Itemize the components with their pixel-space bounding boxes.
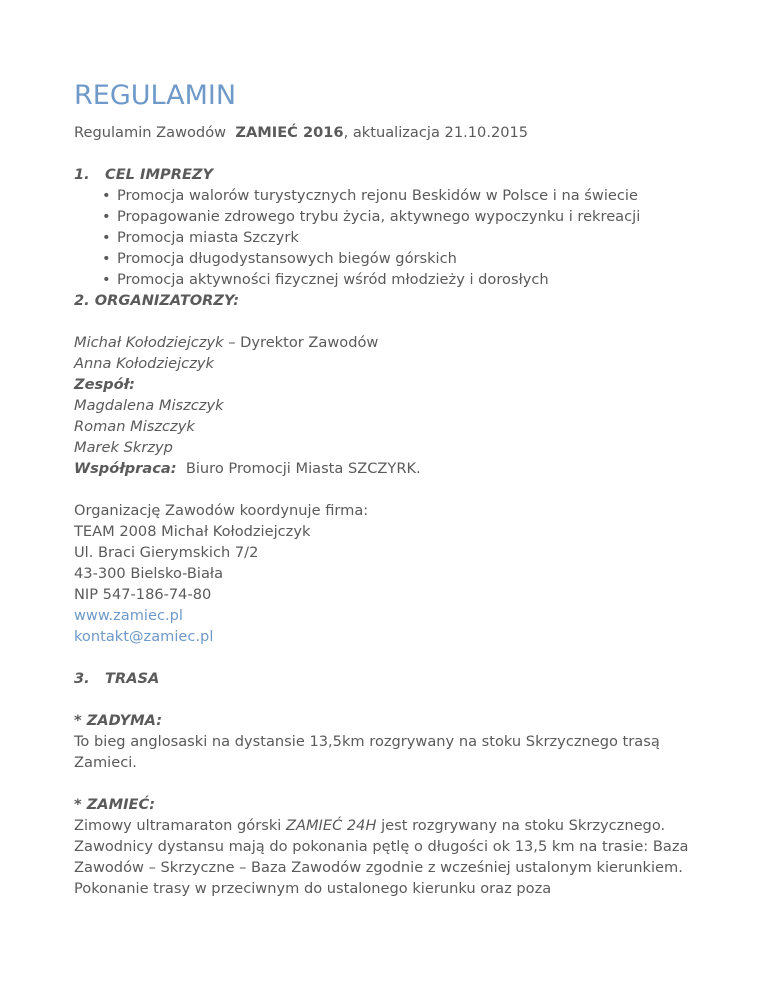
- director-name: Michał Kołodziejczyk: [74, 334, 224, 351]
- company-line: 43-300 Bielsko-Biała: [74, 565, 224, 582]
- section-1-heading: [74, 164, 708, 185]
- list-item: • Promocja długodystansowych biegów górskich: [102, 248, 708, 269]
- section-2-heading: 2. ORGANIZATORZY:: [74, 292, 240, 309]
- company-line: TEAM 2008 Michał Kołodziejczyk: [74, 523, 311, 540]
- page-title: REGULAMIN: [74, 80, 237, 111]
- section-1-number: 1.: [74, 166, 90, 183]
- intro-suffix: , aktualizacja 21.10.2015: [343, 124, 529, 141]
- list-item: • Propagowanie zdrowego trybu życia, aktywnego wypoczynku i rekreacji: [102, 206, 708, 227]
- email-link[interactable]: kontakt@zamiec.pl: [74, 628, 214, 645]
- zamiec-heading: * ZAMIEĆ:: [74, 796, 156, 813]
- section-3-title: TRASA: [105, 670, 160, 687]
- cooperation-label: Współpraca:: [74, 460, 177, 477]
- zamiec-text-suffix: jest rozgrywany na stoku Skrzycznego.: [376, 817, 666, 834]
- website-link[interactable]: www.zamiec.pl: [74, 607, 183, 624]
- organizer-name: Anna Kołodziejczyk: [74, 355, 214, 372]
- section-1-title: CEL IMPREZY: [105, 166, 214, 183]
- team-member: Roman Miszczyk: [74, 418, 195, 435]
- list-item: • Promocja miasta Szczyrk: [102, 227, 708, 248]
- zadyma-text: To bieg anglosaski na dystansie 13,5km rozgrywany na stoku Skrzycznego trasą Zamieci.: [74, 733, 660, 771]
- zadyma-heading: * ZADYMA:: [74, 712, 163, 729]
- zamiec-text: [74, 815, 708, 836]
- goals-list: [74, 185, 708, 290]
- team-member: Marek Skrzyp: [74, 439, 173, 456]
- intro-event: ZAMIEĆ 2016: [235, 124, 344, 141]
- coordination-note: Organizację Zawodów koordynuje firma:: [74, 502, 369, 519]
- cooperation-value: Biuro Promocji Miasta SZCZYRK.: [185, 460, 421, 477]
- zamiec-text-event: ZAMIEĆ 24H: [285, 817, 377, 834]
- list-item: • Promocja aktywności fizycznej wśród młodzieży i dorosłych: [102, 269, 708, 290]
- team-member: Magdalena Miszczyk: [74, 397, 224, 414]
- cooperation-line: [74, 458, 708, 479]
- company-line: Ul. Braci Gierymskich 7/2: [74, 544, 259, 561]
- intro-prefix: Regulamin Zawodów: [74, 124, 227, 141]
- company-line: NIP 547-186-74-80: [74, 586, 212, 603]
- zamiec-text-prefix: Zimowy ultramaraton górski: [74, 817, 286, 834]
- director-role: – Dyrektor Zawodów: [223, 334, 379, 351]
- director-line: [74, 332, 708, 353]
- team-label: Zespół:: [74, 376, 135, 393]
- route-text: Zawodnicy dystansu mają do pokonania pętlę o długości ok 13,5 km na trasie: Baza Zawodów – Skrzyczne – Baza Zawodów zgodnie z wcześniej ustalonym kierunkiem. Pokonanie trasy w przeciwnym do ustalonego kierunku oraz poza: [74, 838, 689, 897]
- section-3-heading: [74, 668, 708, 689]
- section-3-number: 3.: [74, 670, 90, 687]
- list-item: • Promocja walorów turystycznych rejonu Beskidów w Polsce i na świecie: [102, 185, 708, 206]
- intro-line: [74, 122, 708, 143]
